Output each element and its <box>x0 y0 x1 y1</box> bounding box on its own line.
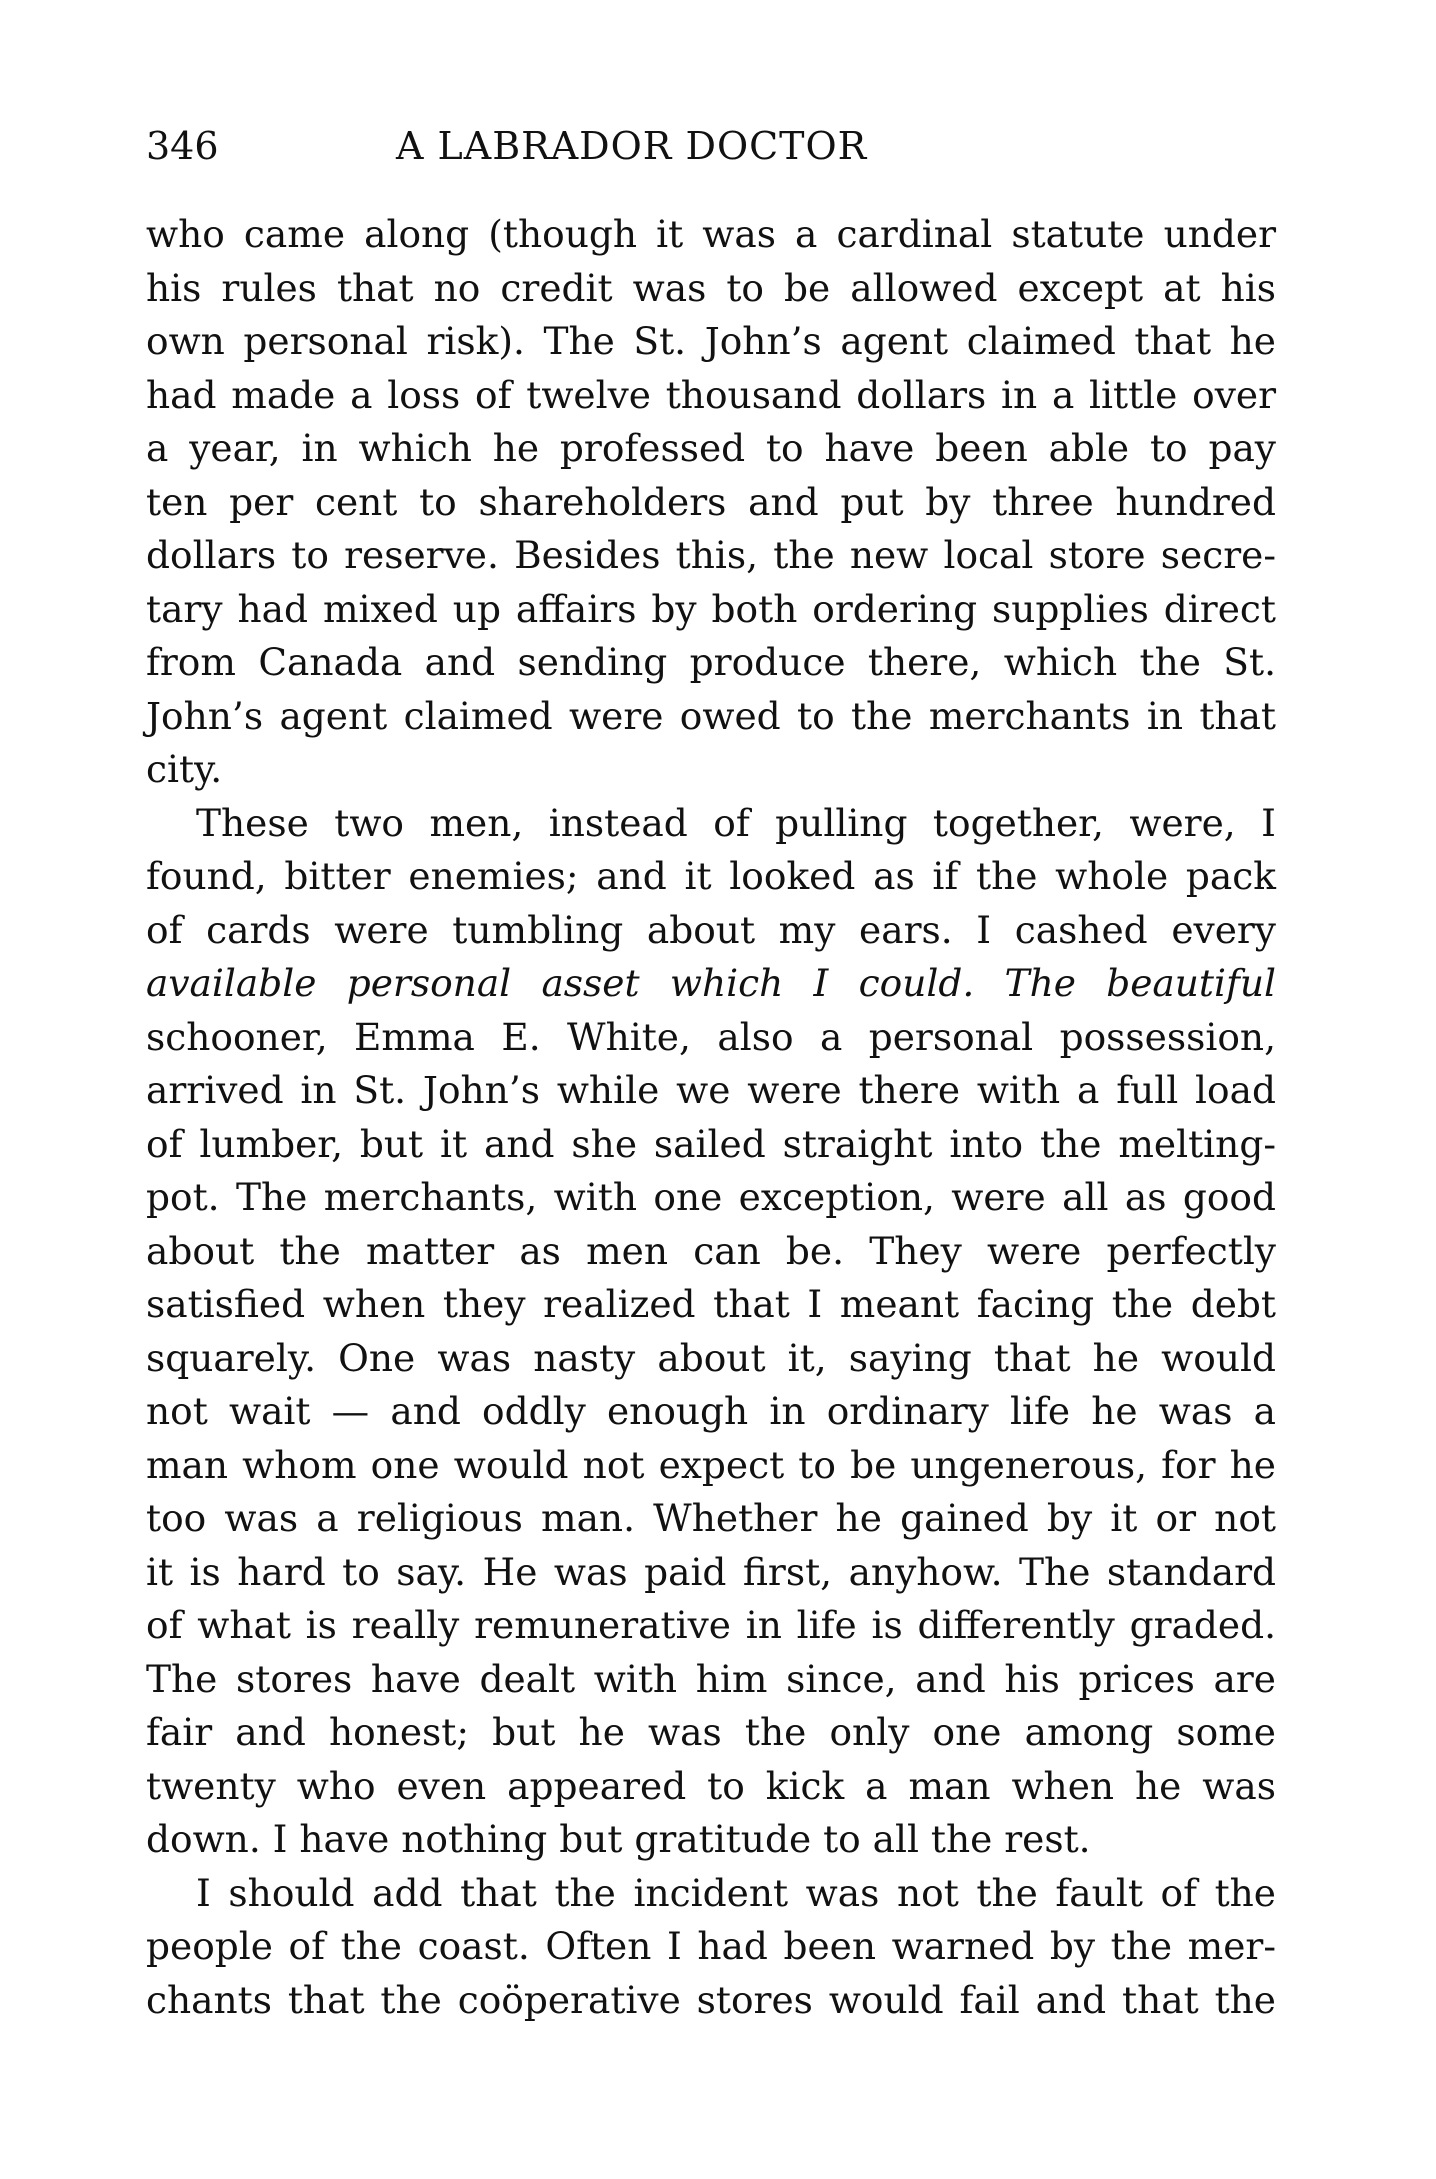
text-line: John’s agent claimed were owed to the merchants in that <box>146 693 1276 738</box>
text-line: twenty who even appeared to kick a man when he was <box>146 1763 1276 1808</box>
text-line: available personal asset which I could. The beautiful <box>146 961 1276 1005</box>
text-line: from Canada and sending produce there, which the St. <box>146 640 1276 684</box>
page-number: 346 <box>146 124 219 168</box>
text-line: found, bitter enemies; and it looked as if the whole pack <box>146 854 1276 898</box>
text-line: satisfied when they realized that I meant facing the debt <box>146 1282 1276 1326</box>
text-line: his rules that no credit was to be allowed except at his <box>146 265 1276 310</box>
text-line: about the matter as men can be. They were perfectly <box>146 1228 1276 1273</box>
text-line: dollars to reserve. Besides this, the new local store secre- <box>146 533 1276 577</box>
text-line: pot. The merchants, with one exception, were all as good <box>146 1175 1276 1219</box>
text-line: who came along (though it was a cardinal statute under <box>146 212 1276 256</box>
text-line: fair and honest; but he was the only one among some <box>146 1710 1276 1754</box>
text-line: schooner, Emma E. White, also a personal possession, <box>146 1014 1276 1059</box>
text-line: too was a religious man. Whether he gained by it or not <box>146 1496 1276 1540</box>
text-line: down. I have nothing but gratitude to all the rest. <box>146 1817 1091 1861</box>
body-text <box>146 208 1276 2027</box>
text-line: it is hard to say. He was paid first, anyhow. The standard <box>146 1549 1276 1594</box>
text-line: of what is really remunerative in life is differently graded. <box>146 1603 1276 1647</box>
text-line: own personal risk). The St. John’s agent claimed that he <box>146 319 1276 363</box>
text-line: tary had mixed up affairs by both ordering supplies direct <box>146 586 1276 631</box>
text-line: arrived in St. John’s while we were there with a full load <box>146 1068 1276 1112</box>
text-line: ten per cent to shareholders and put by three hundred <box>146 479 1276 524</box>
text-line: man whom one would not expect to be ungenerous, for he <box>146 1442 1276 1487</box>
text-line: not wait — and oddly enough in ordinary life he was a <box>146 1389 1276 1433</box>
text-line: chants that the coöperative stores would fail and that the <box>146 1977 1276 2022</box>
text-line: city. <box>146 747 223 791</box>
text-line: a year, in which he professed to have been able to pay <box>146 426 1276 470</box>
running-title: A LABRADOR DOCTOR <box>396 124 868 168</box>
text-line: of lumber, but it and she sailed straight into the melting- <box>146 1121 1276 1166</box>
text-line: had made a loss of twelve thousand dollars in a little over <box>146 372 1276 417</box>
text-line: people of the coast. Often I had been warned by the mer- <box>146 1924 1276 1968</box>
text-line: The stores have dealt with him since, and his prices are <box>146 1656 1276 1701</box>
text-line: These two men, instead of pulling together, were, I <box>196 800 1276 845</box>
text-line: I should add that the incident was not the fault of the <box>196 1870 1276 1915</box>
running-head <box>146 116 1276 176</box>
text-line: squarely. One was nasty about it, saying that he would <box>146 1335 1276 1380</box>
text-line: of cards were tumbling about my ears. I cashed every <box>146 907 1276 952</box>
